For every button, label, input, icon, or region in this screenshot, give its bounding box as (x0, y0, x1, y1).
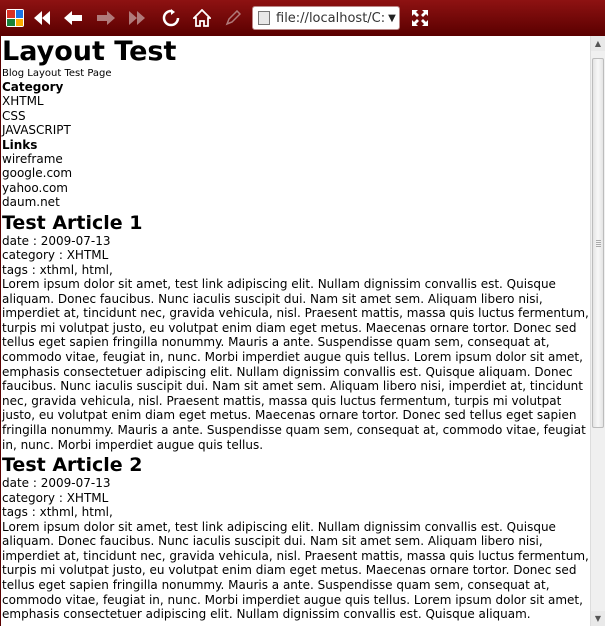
scroll-up-icon[interactable]: ▲ (591, 36, 605, 51)
article-body: Lorem ipsum dolor sit amet, test link adipiscing elit. Nullam dignissim convallis est. Quisque aliquam. Donec faucibus. Nunc iaculis suscipit dui. Nam sit amet sem. Aliquam libero nisi, imperdiet at, tincidunt nec, gravida vehicula, nisl. Praesent mattis, massa quis luctus fermentum, turpis mi volutpat justo, eu volutpat enim diam eget metus. Maecenas ornare tortor. Donec sed tellus eget sapien fringilla nonummy. Mauris a ante. Suspendisse quam sem, consequat at, commodo vitae, feugiat in, nunc. Morbi imperdiet augue quis tellus. Lorem ipsum dolor sit amet, emphasis consectetuer adipiscing elit. Nullam dignissim convallis est. Quisque aliquam. Donec faucibus. Nunc iaculis suscipit dui. Nam sit amet sem. Aliquam libero nisi, imperdiet at, tincidunt nec, gravida vehicula, nisl. Praesent mattis, massa quis luctus fermentum, turpis mi volutpat justo, eu volutpat enim diam eget metus. Maecenas ornare tortor. Donec sed tellus eget sapien fringilla nonummy. Mauris a ante. Suspendisse quam sem, consequat at, commodo vitae, feugiat in, nunc. Morbi imperdiet augue quis tellus. (2, 277, 589, 452)
browser-toolbar (0, 0, 605, 36)
link-daum[interactable]: daum.net (2, 195, 60, 209)
category-link-xhtml[interactable]: XHTML (2, 94, 44, 108)
article-2 (2, 454, 590, 622)
links-heading: Links (2, 137, 38, 152)
article-category: category : XHTML (2, 490, 109, 505)
scroll-thumb[interactable] (592, 58, 604, 428)
category-link-javascript[interactable]: JAVASCRIPT (2, 123, 71, 137)
article-date: date : 2009-07-13 (2, 233, 111, 248)
article-tags: tags : xthml, html, (2, 262, 113, 277)
article-date: date : 2009-07-13 (2, 476, 111, 491)
last-page-icon[interactable] (127, 8, 147, 28)
address-bar[interactable] (252, 6, 400, 30)
page-viewport (0, 36, 605, 626)
article-title: Test Article 1 (2, 211, 143, 234)
fullscreen-icon[interactable] (410, 8, 430, 28)
page-content (2, 36, 590, 622)
link-google[interactable]: google.com (2, 166, 73, 180)
back-icon[interactable] (63, 8, 83, 28)
home-icon[interactable] (192, 8, 212, 28)
vertical-scrollbar[interactable] (590, 36, 605, 626)
category-heading: Category (2, 80, 64, 94)
page-icon (258, 11, 270, 25)
article-tags: tags : xthml, html, (2, 505, 113, 520)
google-logo-icon[interactable] (6, 9, 24, 27)
first-page-icon[interactable] (32, 8, 52, 28)
reload-icon[interactable] (161, 8, 181, 28)
category-link-css[interactable]: CSS (2, 108, 26, 123)
link-yahoo[interactable]: yahoo.com (2, 180, 68, 195)
address-text[interactable]: file://localhost/C: (276, 10, 385, 26)
link-wireframe[interactable]: wireframe (2, 151, 63, 166)
dropdown-icon[interactable]: ▼ (388, 12, 396, 24)
page-subtitle: Blog Layout Test Page (2, 68, 112, 79)
article-1 (2, 212, 590, 453)
article-category: category : XHTML (2, 248, 109, 262)
edit-pencil-icon[interactable] (223, 8, 243, 28)
article-body: Lorem ipsum dolor sit amet, test link adipiscing elit. Nullam dignissim convallis est. Quisque aliquam. Donec faucibus. Nunc iaculis suscipit dui. Nam sit amet sem. Aliquam libero nisi, imperdiet at, tincidunt nec, gravida vehicula, nisl. Praesent mattis, massa quis luctus fermentum, turpis mi volutpat justo, eu volutpat enim diam eget metus. Maecenas ornare tortor. Donec sed tellus eget sapien fringilla nonummy. Mauris a ante. Suspendisse quam sem, consequat at, commodo vitae, feugiat in, nunc. Morbi imperdiet augue quis tellus. Lorem ipsum dolor sit amet, emphasis consectetuer adipiscing elit. Nullam dignissim convallis est. Quisque aliquam. (2, 519, 589, 622)
page-title: Layout Test (2, 36, 177, 67)
grip-icon (596, 240, 601, 247)
article-title: Test Article 2 (2, 454, 143, 477)
scroll-down-icon[interactable]: ▼ (591, 611, 605, 626)
forward-icon[interactable] (96, 8, 116, 28)
